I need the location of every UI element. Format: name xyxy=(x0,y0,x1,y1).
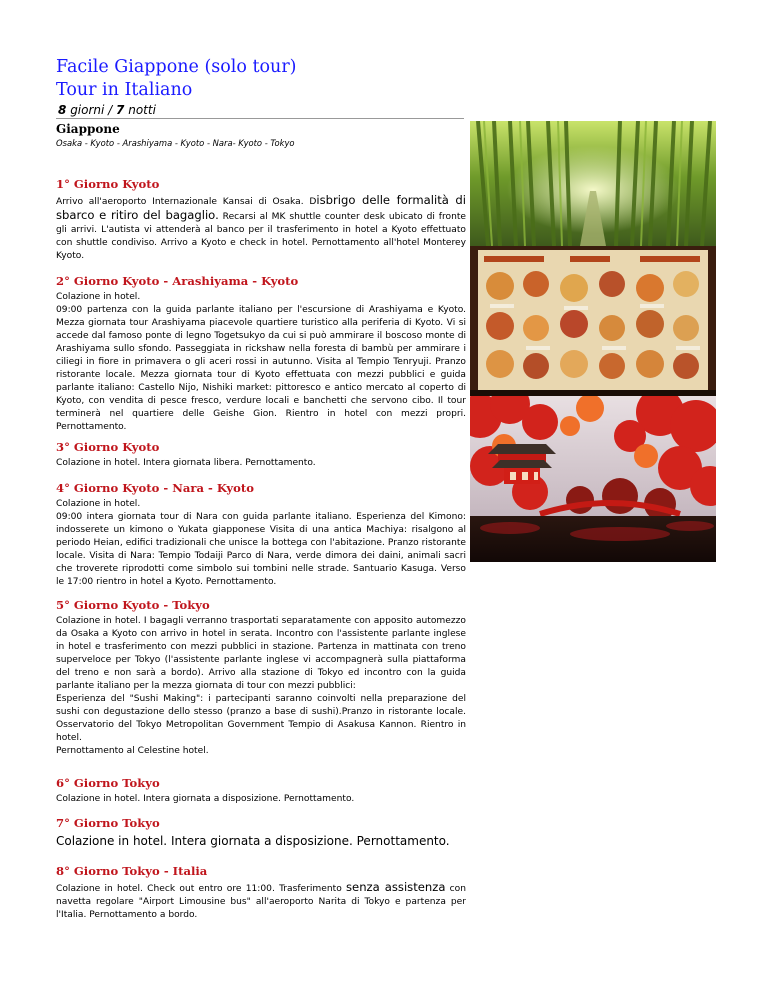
days-number: 8 xyxy=(58,103,67,117)
day-7-text: Colazione in hotel. Intera giornata a disposizione. Pernottamento. xyxy=(56,834,450,848)
nights-word: notti xyxy=(128,103,156,117)
nights-number: 7 xyxy=(116,103,125,117)
day-4-text: Colazione in hotel. 09:00 intera giornata tour di Nara con guida parlante italiano. Esperienza del Kimono: indosserete un kimono o Yukata giapponese Visita di una antica Machiya: risalgono al periodo Heian, edifici tradizionali che unisce la bottega con l'abitazione. Pranzo ristorante locale. Visita di Nara: Tempio Todaiji Parco di Nara, verde dimora dei daini, animali sacri che troverete riprodotti come simbolo sui tombini nelle strade. Santuario Kasuga. Verso le 17:00 rientro in hotel a Kyoto. Pernottamento. xyxy=(56,499,466,587)
day-7-section xyxy=(56,816,466,849)
tour-title xyxy=(56,56,297,102)
day-3-section xyxy=(56,440,466,470)
day-2-text: Colazione in hotel. 09:00 partenza con la guida parlante italiano per l'escursione di Arashiyama e Kyoto. Mezza giornata tour Arashiyama piacevole quartiere turistico alla periferia di Kyoto. Vi si accede dal famoso ponte di legno Togetsukyo da cui si può ammirare il boscoso monte di Arashiyama sullo sfondo. Passeggiata in rickshaw nella foresta di bambù per ammirare i ciliegi in fiore in primavera o gli aceri rossi in autunno. Visita al Tempio Tenryuji. Pranzo ristorante locale. Mezza giornata tour di Kyoto effettuata con mezzi pubblici e guida parlante italiano: Castello Nijo, Nishiki market: pittoresco e antico mercato al coperto di Kyoto, con vendita di pesce fresco, verdure locali e banchetti che servono cibo. Il tour terminerà nel quartiere delle Geishe Gion. Rientro in hotel con mezzi propri. Pernottamento. xyxy=(56,292,466,432)
day-1-title: 1° Giorno Kyoto xyxy=(56,177,160,191)
country-heading: Giappone xyxy=(56,122,120,136)
day-8-title: 8° Giorno Tokyo - Italia xyxy=(56,864,208,878)
day-4-section xyxy=(56,481,466,589)
day-6-section xyxy=(56,776,466,806)
day-5-section xyxy=(56,598,466,758)
day-1-section xyxy=(56,177,466,263)
day-2-title: 2° Giorno Kyoto - Arashiyama - Kyoto xyxy=(56,274,299,288)
day-7-title: 7° Giorno Tokyo xyxy=(56,816,160,830)
route-line: Osaka - Kyoto - Arashiyama - Kyoto - Nara- Kyoto - Tokyo xyxy=(56,138,295,148)
tour-title-line2: Tour in Italiano xyxy=(56,80,193,100)
day-8-text: Colazione in hotel. Check out entro ore 11:00. Trasferimento senza assistenza con navetta regolare "Airport Limousine bus" all'aeroporto Narita di Tokyo e partenza per l'Italia. Pernottamento a bordo. xyxy=(56,880,467,920)
day-6-text: Colazione in hotel. Intera giornata a disposizione. Pernottamento. xyxy=(56,794,355,804)
day-6-title: 6° Giorno Tokyo xyxy=(56,776,160,790)
day-2-section xyxy=(56,274,466,434)
bamboo-forest-photo xyxy=(470,121,716,246)
day-8-section xyxy=(56,864,466,922)
day-4-title: 4° Giorno Kyoto - Nara - Kyoto xyxy=(56,481,254,495)
day-3-text: Colazione in hotel. Intera giornata libera. Pernottamento. xyxy=(56,458,316,468)
tour-title-line1: Facile Giappone (solo tour) xyxy=(56,57,297,77)
tour-duration xyxy=(58,103,156,117)
day-5-text: Colazione in hotel. I bagagli verranno trasportati separatamente con apposito automezzo da Osaka a Kyoto con arrivo in hotel in serata. Incontro con l'assistente parlante inglese in hotel e trasferimento con mezzi pubblici in stazione. Partenza in mattinata con treno superveloce per Tokyo (l'assistente parlante inglese vi accompagnerà sulla piattaforma del treno e non sarà a bordo). Arrivo alla stazione di Tokyo ed incontro con la guida parlante italiano per la mezza giornata di tour con mezzi pubblici: Esperienza del "Sushi Making": i partecipanti saranno coinvolti nella preparazione del sushi con degustazione dello stesso (pranzo a base di sushi).Pranzo in ristorante locale. Osservatorio del Tokyo Metropolitan Government Tempio di Asakusa Kannon. Rientro in hotel. Pernottamento al Celestine hotel. xyxy=(56,616,466,756)
header-divider xyxy=(56,118,464,119)
day-5-title: 5° Giorno Kyoto - Tokyo xyxy=(56,598,210,612)
day-1-text: Arrivo all'aeroporto Internazionale Kansai di Osaka. Disbrigo delle formalità di sbarco e ritiro del bagaglio. Recarsi al MK shuttle counter desk ubicato di fronte gli arrivi. L'autista vi attenderà al banco per il trasferimento in hotel a Kyoto effettuato con shuttle condiviso. Arrivo a Kyoto e check in hotel. Pernottamento all'hotel Monterey Kyoto. xyxy=(56,193,466,261)
food-menu-photo xyxy=(470,246,716,396)
red-temple-autumn-photo xyxy=(470,396,716,562)
day-3-title: 3° Giorno Kyoto xyxy=(56,440,160,454)
days-word: giorni / xyxy=(70,103,113,117)
